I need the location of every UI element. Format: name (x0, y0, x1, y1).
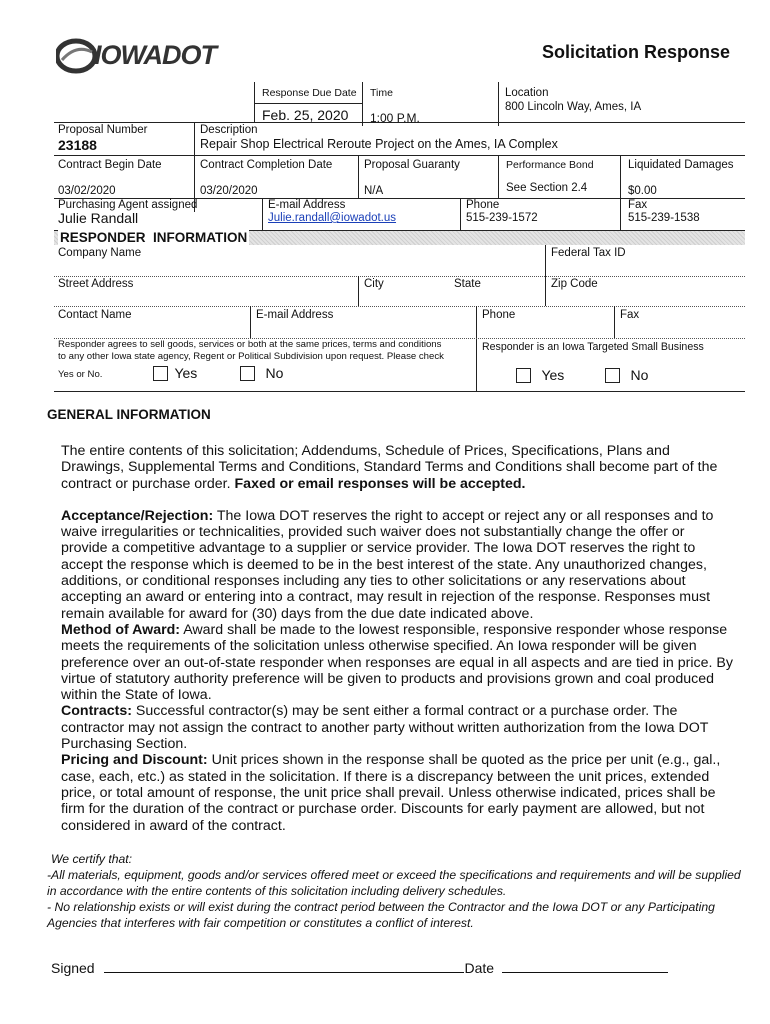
logo-text: IOWADOT (94, 40, 216, 70)
agent-fax-value: 515-239-1538 (628, 212, 700, 224)
zip-label: Zip Code (551, 278, 598, 290)
proposal-number-value: 23188 (58, 137, 97, 153)
performance-bond-label: Performance Bond (506, 159, 594, 171)
tsb-no-label: No (630, 367, 649, 383)
acceptance-title: Acceptance/Rejection: (61, 507, 214, 524)
acceptance-text: The Iowa DOT reserves the right to accept or reject any or all responses and to waive irregularities or technicalities, provided such waiver does not substantially change the offer or provide a competitive advantage to a supplier or service provider. The Iowa DOT reserves the right to accept the response which is deemed to be in the best interest of the state. Any unauthorized changes, additions, or conditional responses including any ties to other solicitations or any reservations about accepting an award or entering into a contract, may result in rejection of the response. Responses must remain available for award for (30) days from the due date indicated above. (61, 507, 714, 622)
signature-line[interactable] (104, 958, 464, 973)
agent-phone-label: Phone (466, 199, 500, 211)
general-intro-paragraph (61, 443, 733, 492)
liquidated-damages-value: $0.00 (628, 185, 657, 197)
agree-yes-checkbox[interactable] (153, 366, 168, 381)
street-label: Street Address (58, 278, 134, 290)
agree-text-line1: Responder agrees to sell goods, services or both at the same prices, terms and conditions (58, 339, 442, 350)
acceptance-paragraph (61, 508, 733, 622)
agree-no-checkbox[interactable] (240, 366, 255, 381)
agent-label: Purchasing Agent assigned (58, 199, 198, 211)
award-title: Method of Award: (61, 621, 181, 638)
agent-email-label: E-mail Address (268, 199, 346, 211)
time-label: Time (370, 87, 393, 99)
tsb-yes-label: Yes (541, 367, 565, 383)
location-value: 800 Lincoln Way, Ames, IA (505, 101, 642, 113)
pricing-paragraph (61, 752, 733, 833)
company-name-label: Company Name (58, 247, 142, 259)
response-due-value: Feb. 25, 2020 (262, 107, 349, 123)
contracts-paragraph (61, 703, 733, 752)
general-intro-text: The entire contents of this solicitation; Addendums, Schedule of Prices, Specifications, Plans and Drawings, Supplemental Terms and Conditions, Standard Terms and Conditions shall become part of the contract or purchase order. (61, 443, 718, 492)
pricing-title: Pricing and Discount: (61, 752, 208, 769)
responder-section-title: RESPONDER INFORMATION (60, 230, 248, 245)
contact-name-label: Contact Name (58, 309, 132, 321)
contract-begin-value: 03/02/2020 (58, 185, 116, 197)
fax-label: Fax (620, 309, 640, 321)
proposal-number-label: Proposal Number (58, 124, 148, 136)
agree-text-line2: to any other Iowa state agency, Regent or Political Subdivision upon request. Please check (58, 351, 444, 362)
date-line[interactable] (502, 958, 668, 973)
tsb-label: Responder is an Iowa Targeted Small Business (482, 341, 704, 353)
location-label: Location (505, 87, 549, 99)
email-label: E-mail Address (256, 309, 334, 321)
agent-fax-label: Fax (628, 199, 648, 211)
description-value: Repair Shop Electrical Reroute Project on the Ames, IA Complex (200, 137, 558, 151)
agent-email-link[interactable]: Julie.randall@iowadot.us (268, 212, 397, 224)
contract-begin-label: Contract Begin Date (58, 159, 162, 171)
signed-label: Signed (51, 960, 95, 976)
certify-item-2: - No relationship exists or will exist during the contract period between the Contractor and the Iowa DOT or any Participating Agencies that interferes with fair competition or constitutes a conflict of interest. (47, 900, 715, 930)
tsb-yes-checkbox[interactable] (516, 368, 531, 383)
contracts-text: Successful contractor(s) may be sent either a formal contract or a purchase order. The contractor may not assign the contract to another party without written authorization from the Iowa DOT Purchasing Section. (61, 703, 709, 753)
performance-bond-value: See Section 2.4 (506, 182, 588, 194)
federal-tax-label: Federal Tax ID (551, 247, 626, 259)
street-input[interactable] (58, 291, 353, 305)
date-label: Date (464, 960, 495, 976)
award-paragraph (61, 622, 733, 703)
proposal-guaranty-label: Proposal Guaranty (364, 159, 460, 171)
general-heading: GENERAL INFORMATION (47, 407, 211, 422)
city-label: City (364, 278, 384, 290)
general-intro-bold: Faxed or email responses will be accepted. (234, 475, 526, 492)
award-text: Award shall be made to the lowest responsible, responsive responder whose response meets the requirements of the solicitation unless otherwise specified. An Iowa responder will be given preference over an out-of-state responder when responses are equal in all aspects and are tied in price. By virtue of statutory authority preference will be given to products and provisions grown and coal produced within the State of Iowa. (61, 621, 733, 704)
agree-yes-label: Yes (174, 365, 198, 381)
contracts-title: Contracts: (61, 703, 132, 720)
iowadot-logo (56, 36, 216, 76)
state-label: State (454, 278, 481, 290)
page-title: Solicitation Response (541, 42, 730, 62)
certify-item-1: -All materials, equipment, goods and/or services offered meet or exceed the specifications and requirements and will be supplied in accordance with the entire contents of this solicitation including delivery schedules. (47, 868, 741, 898)
certify-intro: We certify that: (51, 852, 133, 866)
federal-tax-input[interactable] (551, 260, 741, 274)
liquidated-damages-label: Liquidated Damages (628, 159, 734, 171)
agree-no-label: No (265, 365, 284, 381)
phone-label: Phone (482, 309, 516, 321)
contract-completion-label: Contract Completion Date (200, 159, 333, 171)
agree-text-line3: Yes or No. (58, 369, 103, 380)
description-label: Description (200, 124, 258, 136)
tsb-no-checkbox[interactable] (605, 368, 620, 383)
proposal-guaranty-value: N/A (364, 185, 384, 197)
pricing-text: Unit prices shown in the response shall be quoted as the price per unit (e.g., gal., case, each, etc.) as stated in the solicitation. If there is a discrepancy between the unit prices, extended price, or total amount of response, the unit price shall prevail. Unless otherwise indicated, prices shall be firm for the duration of the contract or purchase order. Discounts for early payment are allowed, but not considered in award of the contract. (61, 752, 721, 834)
agent-value: Julie Randall (58, 210, 139, 226)
company-name-input[interactable] (58, 260, 538, 274)
response-due-label: Response Due Date (262, 87, 357, 99)
agent-phone-value: 515-239-1572 (466, 212, 538, 224)
contract-completion-value: 03/20/2020 (200, 185, 258, 197)
time-value: 1:00 P.M. (370, 111, 420, 125)
